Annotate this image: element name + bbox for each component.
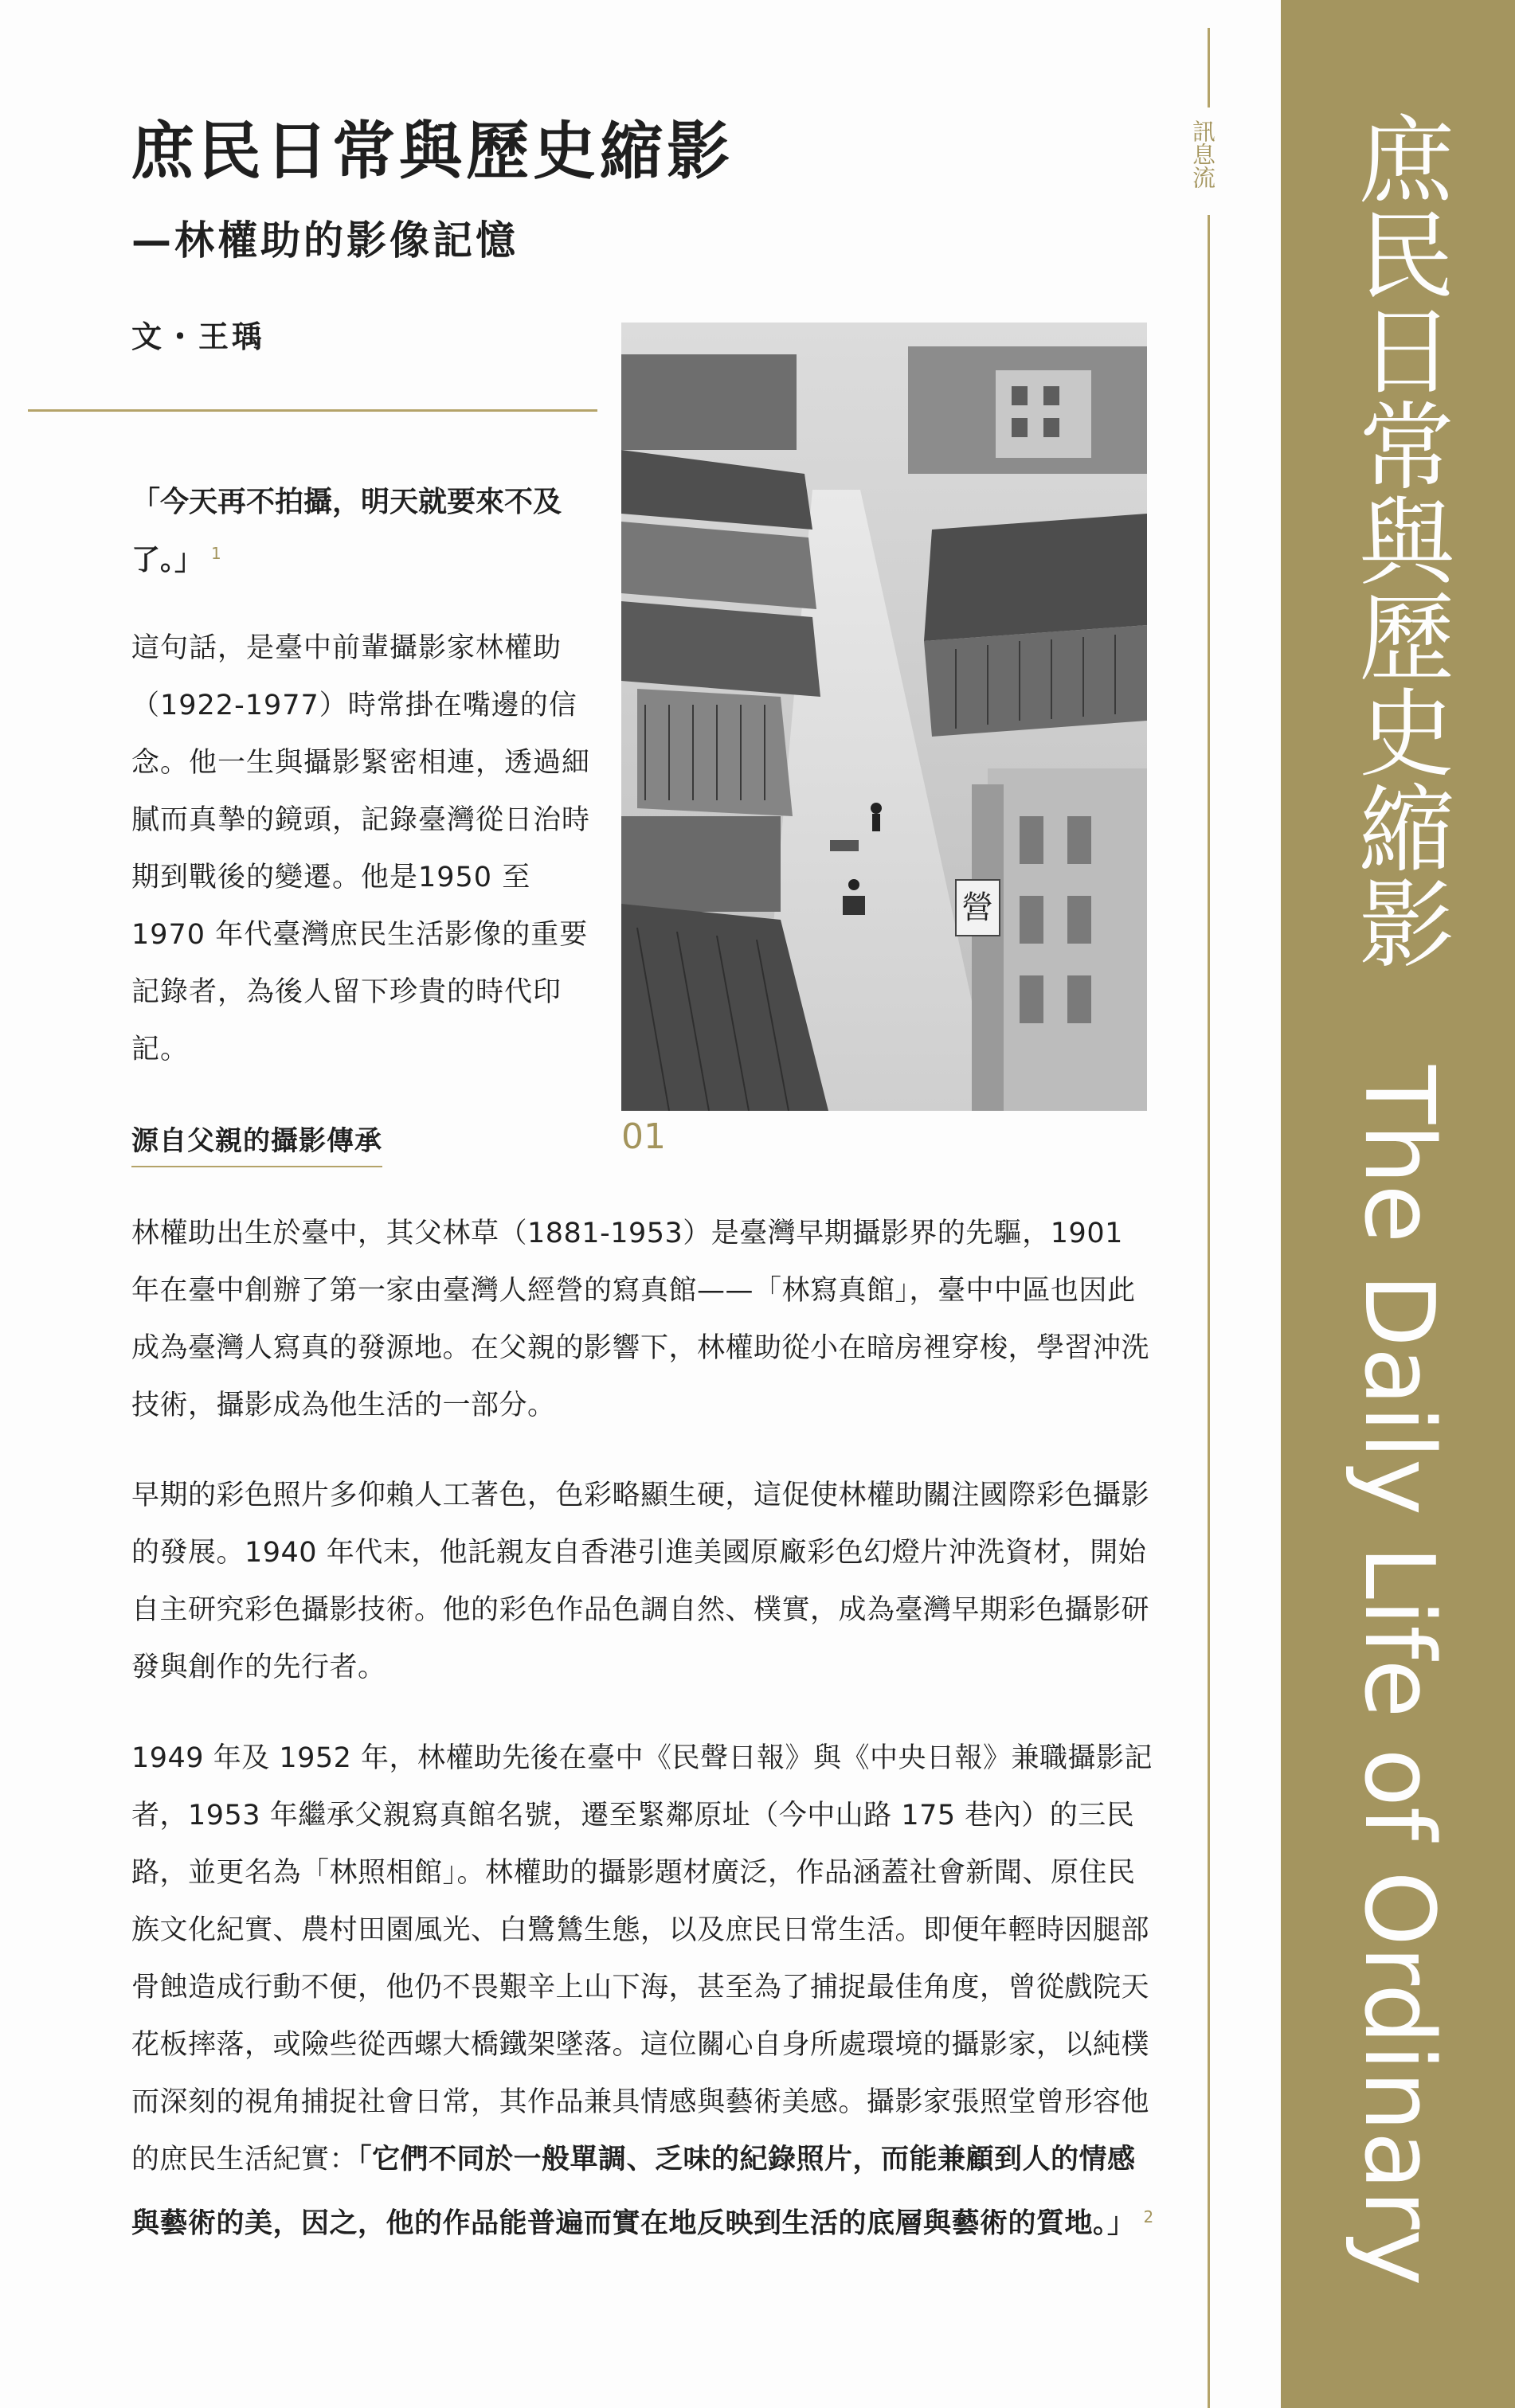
author-byline: 文・王瑀 [131, 319, 266, 354]
running-title: 庶民日常與歷史縮影 The Daily Life of Ordinary [1343, 110, 1454, 2286]
street-photo [621, 322, 1147, 1111]
label-rule-bottom [1208, 215, 1210, 2408]
title-divider [28, 409, 597, 412]
paragraph-text: 1949 年及 1952 年，林權助先後在臺中《民聲日報》與《中央日報》兼職攝影記者，1953 年繼承父親寫真館名號，遷至緊鄰原址（今中山路 175 巷內）的三民路，並更名為「林照相館」。林權助的攝影題材廣泛，作品涵蓋社會新聞、原住民族文化紀實、農村田園風光、白鷺鷥生態，以及庶民日常生活。即便年輕時因腿部骨蝕造成行動不便，他仍不畏艱辛上山下海，甚至為了捕捉最佳角度，曾從戲院天花板摔落，或險些從西螺大橋鐵架墜落。這位關心自身所處環境的攝影家，以純樸而深刻的視角捕捉社會日常，其作品兼具情感與藝術美感。攝影家張照堂曾形容他的庶民生活紀實： [131, 1742, 1153, 2175]
article-title: 庶民日常與歷史縮影 [131, 115, 734, 188]
lead-quote [131, 476, 593, 586]
body-paragraph [131, 1730, 1155, 2253]
intro-paragraph: 這句話，是臺中前輩攝影家林權助（1922-1977）時常掛在嘴邊的信念。他一生與攝影緊密相連，透過細膩而真摯的鏡頭，記錄臺灣從日治時期到戰後的變遷。他是1950 至 1970 年代臺灣庶民生活影像的重要記錄者，為後人留下珍貴的時代印記。 [131, 632, 591, 1065]
section-heading: 源自父親的攝影傳承 [131, 1119, 382, 1167]
figure-number: 01 [621, 1116, 666, 1157]
body-paragraph: 林權助出生於臺中，其父林草（1881-1953）是臺灣早期攝影界的先驅，1901 年在臺中創辦了第一家由臺灣人經營的寫真館——「林寫真館」，臺中中區也因此成為臺灣人寫真的發源地。在父親的影響下，林權助從小在暗房裡穿梭，學習沖洗技術，攝影成為他生活的一部分。 [131, 1218, 1150, 1421]
footnote-marker-1[interactable]: 1 [211, 544, 221, 563]
side-title-band [1281, 0, 1515, 2408]
quoted-passage: 「它們不同於一般單調、乏味的紀錄照片，而能兼顧到人的情感與藝術的美，因之，他的作品能普遍而實在地反映到生活的底層與藝術的質地。」 [131, 2143, 1136, 2240]
article-subtitle: —林權助的影像記憶 [131, 217, 519, 264]
street-photo-illustration [621, 322, 1147, 1111]
section-label: 訊息流 [1189, 119, 1216, 189]
lead-quote-text: 「今天再不拍攝，明天就要來不及了。」 [131, 485, 562, 577]
svg-text:營: 營 [961, 889, 993, 926]
body-paragraph: 早期的彩色照片多仰賴人工著色，色彩略顯生硬，這促使林權助關注國際彩色攝影的發展。1940 年代末，他託親友自香港引進美國原廠彩色幻燈片沖洗資材，開始自主研究彩色攝影技術。他的彩色作品色調自然、樸實，成為臺灣早期彩色攝影研發與創作的先行者。 [131, 1480, 1150, 1683]
label-rule-top [1208, 28, 1210, 108]
footnote-marker-2[interactable]: 2 [1143, 2207, 1154, 2226]
